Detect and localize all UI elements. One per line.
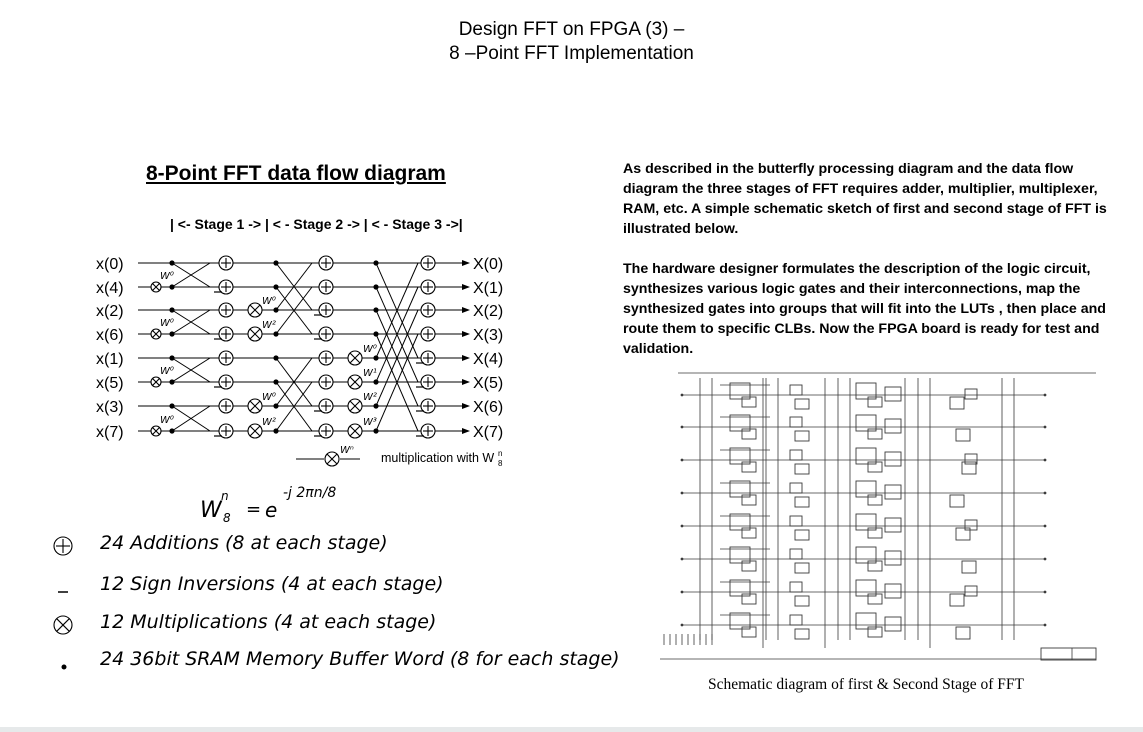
schematic-pin	[681, 492, 684, 495]
formula-w: W	[200, 498, 222, 523]
note-text: 24 Additions (8 at each stage)	[100, 532, 388, 554]
output-label: X(3)	[473, 327, 504, 344]
schematic-register	[790, 582, 802, 592]
twiddle-label: W⁰	[262, 296, 276, 307]
twiddle-label: W⁰	[363, 344, 377, 355]
schematic-gate	[885, 584, 901, 598]
input-label: x(0)	[96, 256, 124, 273]
schematic-gate	[885, 551, 901, 565]
twiddle-label: W⁰	[160, 415, 174, 426]
formula-exponent: -j 2πn/8	[283, 485, 337, 501]
description-paragraph-1: As described in the butterfly processing diagram and the data flow diagram the three stages of FFT requires adder, multiplier, multiplexer, RAM, etc. A simple schematic sketch of first and second stage of FFT is illustrated below.	[623, 161, 1107, 237]
schematic-register	[950, 397, 964, 409]
schematic-gate	[868, 495, 882, 505]
formula-sup: n	[221, 489, 229, 503]
schematic-gate	[868, 627, 882, 637]
input-label: x(4)	[96, 280, 124, 297]
schematic-register	[795, 563, 809, 573]
schematic-gate	[868, 397, 882, 407]
schematic-gate	[885, 387, 901, 401]
schematic-register	[790, 615, 802, 625]
schematic-register	[965, 389, 977, 399]
schematic-register	[956, 429, 970, 441]
schematic-register	[965, 454, 977, 464]
schematic-gate	[742, 495, 756, 505]
note-text: 24 36bit SRAM Memory Buffer Word (8 for each stage)	[100, 648, 620, 670]
formula-sub: 8	[223, 511, 231, 525]
schematic-pin	[1044, 525, 1047, 528]
schematic-register	[795, 596, 809, 606]
note-text: 12 Multiplications (4 at each stage)	[100, 611, 437, 633]
schematic-caption: Schematic diagram of first & Second Stage of FFT	[708, 676, 1024, 693]
schematic-register	[795, 497, 809, 507]
schematic-gate	[868, 429, 882, 439]
schematic-register	[956, 627, 970, 639]
schematic-gate	[885, 617, 901, 631]
schematic-pin	[1044, 394, 1047, 397]
legend-sub: 8	[498, 459, 503, 468]
twiddle-label: W⁰	[160, 271, 174, 282]
twiddle-label: W²	[262, 417, 276, 428]
output-label: X(0)	[473, 256, 504, 273]
schematic-gate	[742, 594, 756, 604]
schematic-pin	[681, 624, 684, 627]
schematic-register	[965, 520, 977, 530]
schematic-gate	[742, 462, 756, 472]
stage-header: | <- Stage 1 -> | < - Stage 2 -> | < - Stage 3 ->|	[170, 216, 463, 232]
schematic-register	[962, 561, 976, 573]
schematic-gate	[742, 528, 756, 538]
input-label: x(1)	[96, 351, 124, 368]
schematic-gate	[885, 452, 901, 466]
formula-eq: =	[246, 499, 262, 520]
description-paragraph-2: The hardware designer formulates the description of the logic circuit, synthesizes various logic gates and their interconnections, map the synthesized gates into groups that will fit into the LUTs , then place and route them to specific CLBs. Now the FPGA board is ready for test and validation.	[623, 261, 1106, 357]
output-label: X(6)	[473, 399, 504, 416]
schematic-pin	[1044, 558, 1047, 561]
schematic-register	[790, 385, 802, 395]
schematic-register	[790, 549, 802, 559]
schematic-pin	[681, 525, 684, 528]
schematic-register	[795, 399, 809, 409]
twiddle-label: W³	[363, 417, 377, 428]
twiddle-label: W⁰	[160, 318, 174, 329]
schematic-register	[795, 464, 809, 474]
note-text: 12 Sign Inversions (4 at each stage)	[100, 573, 444, 595]
output-label: X(4)	[473, 351, 504, 368]
schematic-pin	[1044, 492, 1047, 495]
input-label: x(2)	[96, 303, 124, 320]
schematic-gate	[868, 594, 882, 604]
input-label: x(6)	[96, 327, 124, 344]
schematic-gate	[885, 419, 901, 433]
legend-symbol: Wⁿ	[340, 445, 354, 456]
schematic-gate	[742, 397, 756, 407]
schematic-pin	[1044, 591, 1047, 594]
input-label: x(3)	[96, 399, 124, 416]
schematic-pin	[1044, 426, 1047, 429]
output-label: X(1)	[473, 280, 504, 297]
twiddle-label: W²	[262, 320, 276, 331]
twiddle-label: W⁰	[262, 392, 276, 403]
schematic-register	[790, 450, 802, 460]
footer-bar	[0, 727, 1143, 732]
schematic-gate	[868, 528, 882, 538]
schematic-register	[790, 417, 802, 427]
twiddle-label: W⁰	[160, 366, 174, 377]
schematic-register	[965, 586, 977, 596]
schematic-gate	[742, 429, 756, 439]
schematic-register	[795, 629, 809, 639]
schematic-pin	[1044, 459, 1047, 462]
schematic-connector	[1041, 648, 1096, 660]
schematic-register	[790, 483, 802, 493]
schematic-pin	[681, 459, 684, 462]
schematic-gate	[742, 561, 756, 571]
schematic-gate	[742, 627, 756, 637]
schematic-register	[950, 495, 964, 507]
input-label: x(7)	[96, 424, 124, 441]
schematic-pin	[681, 591, 684, 594]
legend-sup: n	[498, 449, 503, 458]
schematic-register	[950, 594, 964, 606]
schematic-gate	[885, 518, 901, 532]
legend-text: multiplication with W	[381, 451, 495, 465]
schematic-register	[790, 516, 802, 526]
formula-e: e	[265, 498, 278, 522]
schematic-gate	[885, 485, 901, 499]
schematic-gate	[868, 561, 882, 571]
output-label: X(7)	[473, 424, 504, 441]
schematic-register	[795, 530, 809, 540]
schematic-register	[795, 431, 809, 441]
schematic-pin	[681, 558, 684, 561]
schematic-pin	[681, 426, 684, 429]
title-line-2: 8 –Point FFT Implementation	[449, 43, 694, 64]
twiddle-label: W²	[363, 392, 377, 403]
title-line-1: Design FFT on FPGA (3) –	[458, 19, 685, 40]
schematic-pin	[1044, 624, 1047, 627]
schematic-pin	[681, 394, 684, 397]
twiddle-label: W¹	[363, 368, 377, 379]
schematic-gate	[868, 462, 882, 472]
fft-diagram-heading: 8-Point FFT data flow diagram	[146, 162, 446, 185]
input-label: x(5)	[96, 375, 124, 392]
output-label: X(2)	[473, 303, 504, 320]
output-label: X(5)	[473, 375, 504, 392]
